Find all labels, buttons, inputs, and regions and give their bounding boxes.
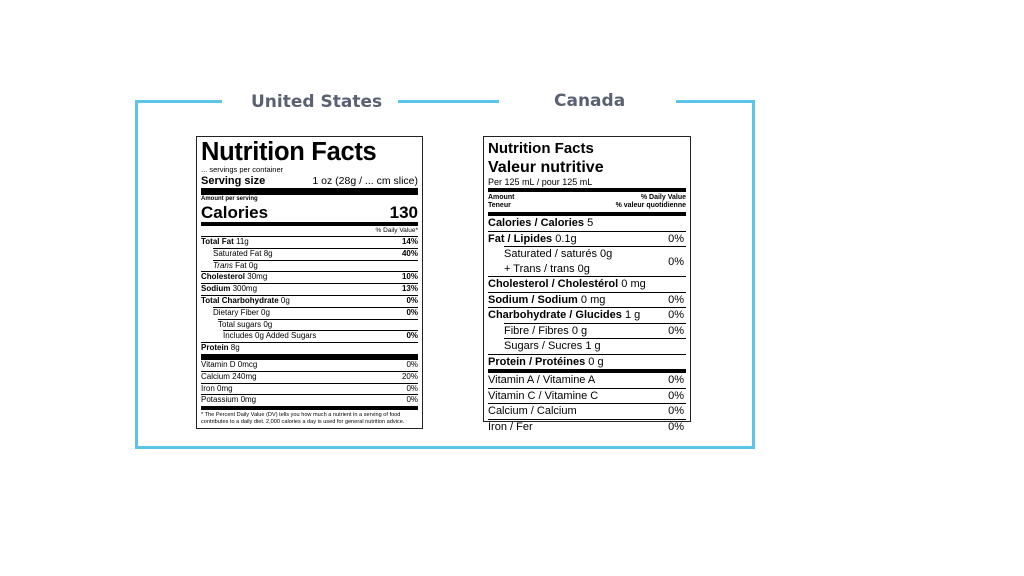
- us-row-calcium: Calcium 240mg 20%: [201, 371, 418, 381]
- us-footnote: * The Percent Daily Value (DV) tells you how much a nutrient in a serving of food contributes to a daily diet. 2,000 calories a day is used for general nutrition advice.: [201, 412, 405, 426]
- us-row-dietary-fiber: Dietary Fiber 0g 0%: [213, 307, 418, 317]
- us-amount-per-serving: Amount per serving: [201, 196, 258, 202]
- ca-row-vitamin-a: Vitamin A / Vitamine A 0%: [488, 369, 686, 388]
- us-row-added-sugars: Includes 0g Added Sugars 0%: [223, 331, 418, 341]
- frame-top-right: [676, 100, 755, 103]
- us-row-vitamin-d: Vitamin D 0mcg 0%: [201, 359, 418, 369]
- ca-row-sugars: Sugars / Sucres 1 g: [504, 338, 686, 354]
- frame-right: [752, 100, 755, 449]
- us-row-trans-fat: Trans Fat 0g: [213, 260, 418, 272]
- ca-row-protein: Protein / Protéines 0 g: [488, 354, 686, 370]
- us-row-total-fat: Total Fat 11g 14%: [201, 237, 418, 246]
- us-row-saturated-fat: Saturated Fat 8g 40%: [213, 248, 418, 258]
- ca-row-cholesterol: Cholesterol / Cholestérol 0 mg: [488, 276, 686, 292]
- ca-row-calcium: Calcium / Calcium 0%: [488, 405, 684, 417]
- ca-row-fat: Fat / Lipides 0.1g 0%: [488, 232, 684, 245]
- us-heading: United States: [251, 92, 383, 112]
- ca-row-carbohydrate: Charbohydrate / Glucides 1 g 0%: [488, 309, 684, 321]
- ca-row-fibre: Fibre / Fibres 0 g 0%: [504, 324, 684, 337]
- us-row-cholesterol: Cholesterol 30mg 10%: [201, 272, 418, 282]
- us-row-protein: Protein 8g: [201, 342, 418, 354]
- us-row-potassium: Potassium 0mg 0%: [201, 395, 418, 405]
- us-row-total-sugars: Total sugars 0g: [218, 319, 418, 331]
- frame-left: [135, 100, 138, 449]
- us-calories-value: 130: [389, 203, 418, 222]
- canada-heading: Canada: [554, 91, 626, 111]
- ca-column-header: Amount Teneur % Daily Value % valeur quotidienne: [488, 194, 686, 209]
- us-row-total-carb: Total Charbohydrate 0g 0%: [201, 295, 418, 305]
- us-calories-label: Calories: [201, 203, 269, 222]
- ca-row-sodium: Sodium / Sodium 0 mg 0%: [488, 293, 684, 306]
- ca-per: Per 125 mL / pour 125 mL: [488, 177, 593, 187]
- frame-top-left: [135, 100, 222, 103]
- us-servings-per-container: ... servings per container: [201, 165, 284, 174]
- frame-top-middle: [398, 100, 499, 103]
- us-dv-header: % Daily Value*: [375, 227, 418, 234]
- us-row-iron: Iron 0mg 0%: [201, 383, 418, 393]
- us-nutrition-label: [196, 136, 423, 429]
- us-row-sodium: Sodium 300mg 13%: [201, 284, 418, 294]
- canada-nutrition-label: [483, 136, 691, 433]
- ca-row-vitamin-c: Vitamin C / Vitamine C 0%: [488, 389, 684, 402]
- ca-row-saturated-trans: Saturated / saturés 0g + Trans / trans 0g 0%: [504, 248, 684, 275]
- us-serving-size-row: [201, 175, 418, 188]
- ca-row-iron: Iron / Fer 0%: [488, 420, 684, 433]
- us-serving-size-value: 1 oz (28g / ... cm slice): [312, 175, 418, 187]
- us-label-title: Nutrition Facts: [201, 138, 377, 166]
- ca-row-calories: Calories / Calories 5: [488, 212, 686, 231]
- ca-title-fr: Valeur nutritive: [488, 159, 604, 176]
- us-calories-row: [201, 204, 418, 222]
- ca-title-en: Nutrition Facts: [488, 140, 594, 157]
- us-serving-size-label: Serving size: [201, 175, 266, 187]
- frame-bottom: [135, 446, 755, 449]
